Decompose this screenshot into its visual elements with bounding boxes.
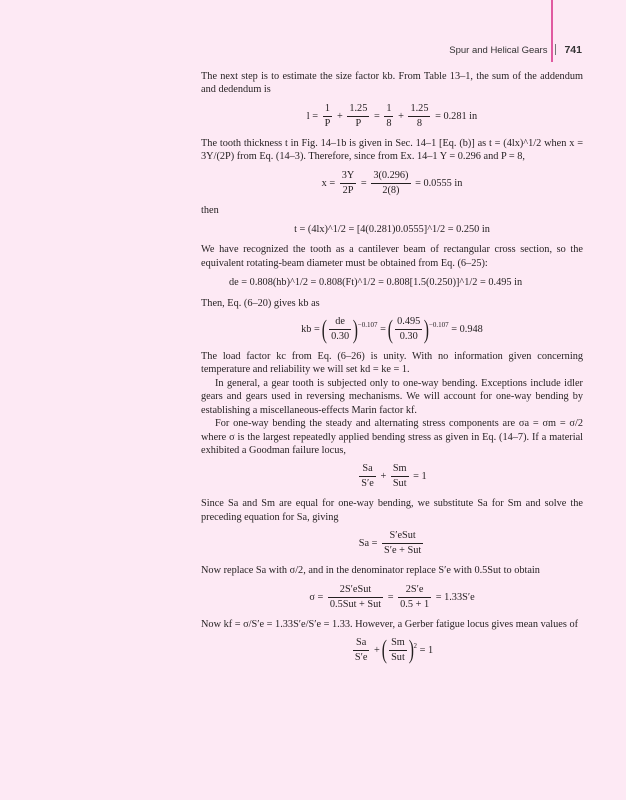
eq1-f3d: 8 xyxy=(386,117,392,129)
eq2-f2n: 3(0.296) xyxy=(371,170,410,184)
eq5-frac2 xyxy=(395,316,422,343)
eq1-frac2 xyxy=(347,103,369,130)
running-title: Spur and Helical Gears xyxy=(449,45,548,56)
eq8-f2n: 2S′e xyxy=(398,584,431,598)
eq8-f1n: 2S′eSut xyxy=(328,584,383,598)
eq5-f2d: 0.30 xyxy=(399,331,418,343)
eq6-f1d: S′e xyxy=(361,478,374,490)
paragraph-replace: Now replace Sa with σ/2, and in the denominator replace S′e with 0.5Sut to obtain xyxy=(201,565,540,577)
eq9-f1d: S′e xyxy=(354,651,368,663)
eq6-f2n: Sm xyxy=(391,463,409,477)
eq1-plus1: + xyxy=(336,110,343,122)
eq9-frac2 xyxy=(389,637,407,664)
eq5-lhs: kb = xyxy=(301,323,320,335)
eq5-frac1 xyxy=(329,316,351,343)
eq6-plus: + xyxy=(380,471,387,483)
paragraph-size-factor: The next step is to estimate the size factor kb. From Table 13–1, the sum of the addendum and dedendum is xyxy=(201,71,583,96)
eq2-f2d: 2(8) xyxy=(382,184,400,196)
paragraph-load-factor: The load factor kc from Eq. (6–26) is unity. With no information given concerning temperature and reliability we will set kd = ke = 1. xyxy=(201,351,583,376)
eq1-plus2: + xyxy=(398,110,404,122)
paragraph-tooth-thickness: The tooth thickness t in Fig. 14–1b is given in Sec. 14–1 [Eq. (b)] as t = (4lx)^1/2 when x = 3Y/(2P) from Eq. (14–3). Therefore, since from Ex. 14–1 Y = 0.296 and P = 8, xyxy=(201,137,583,163)
eq1-frac4 xyxy=(408,103,430,130)
eq6-f2d: Sut xyxy=(392,478,407,490)
equation-l xyxy=(201,103,583,130)
eq5-exp1: −0.107 xyxy=(357,320,378,329)
eq7-fd: S′e + Sut xyxy=(384,545,422,557)
eq6-result: = 1 xyxy=(413,471,427,483)
paragraph-substitute: Since Sa and Sm are equal for one-way bending, we substitute Sa for Sm and solve the preceding equation for Sa, giving xyxy=(201,498,583,523)
eq2-f1d: 2P xyxy=(342,184,354,196)
eq1-f2n: 1.25 xyxy=(347,103,369,117)
eq8-f1d: 0.5Sut + Sut xyxy=(329,598,382,610)
eq2-result: = 0.0555 in xyxy=(415,177,463,189)
eq8-frac1 xyxy=(328,584,383,611)
paragraph-stress-components: For one-way bending the steady and alternating stress components are σa = σm = σ/2 where σ is the largest repeatedly applied bending stress as given in Eq. (14–7). If a material exhibited a Goodman failure locus, xyxy=(201,418,583,456)
eq6-f1n: Sa xyxy=(359,463,376,477)
eq2-f1n: 3Y xyxy=(340,170,357,184)
paragraph-kb: Then, Eq. (6–20) gives kb as xyxy=(201,297,320,309)
page-number: 741 xyxy=(564,44,582,56)
eq6-frac2 xyxy=(391,463,409,490)
equation-x xyxy=(201,170,583,197)
eq8-result: = 1.33S′e xyxy=(435,591,475,603)
eq7-fn: S′eSut xyxy=(382,530,423,544)
eq1-result: = 0.281 in xyxy=(435,110,478,122)
eq5-f1n: de xyxy=(329,316,351,330)
eq2-lhs: x = xyxy=(321,177,336,189)
equation-kb: kb = ( $\frac{de}{0.30}$ )$^{-0.107}$ = ( $\frac{0.495}{0.30}$ )$^{-0.107}$ = 0.948 xyxy=(301,314,483,344)
eq7-lhs: Sa = xyxy=(358,537,378,549)
eq1-f3n: 1 xyxy=(384,103,393,117)
page-body xyxy=(201,70,583,671)
eq2-eq: = xyxy=(360,177,367,189)
header-separator xyxy=(555,44,556,55)
paragraph-gerber: Now kf = σ/S′e = 1.33S′e/S′e = 1.33. However, a Gerber fatigue locus gives mean values of xyxy=(201,618,579,630)
eq8-frac2 xyxy=(398,584,431,611)
eq1-lhs: l = xyxy=(306,110,319,122)
eq1-eq: = xyxy=(373,110,380,122)
eq1-f1d: P xyxy=(324,117,331,129)
eq1-f1n: 1 xyxy=(323,103,333,117)
eq9-exp: 2 xyxy=(413,641,417,650)
equation-sa xyxy=(201,530,583,557)
equation-gerber: $\frac{Sa}{S'e}$ + ( $\frac{Sm}{\text{Sut}}$ )$^2$ = 1 xyxy=(354,635,434,665)
eq9-frac1 xyxy=(353,637,370,664)
equation-goodman xyxy=(201,463,583,490)
equation-de: de = 0.808(hb)^1/2 = 0.808(Ft)^1/2 = 0.808[1.5(0.250)]^1/2 = 0.495 in xyxy=(229,277,523,289)
eq1-f4n: 1.25 xyxy=(408,103,430,117)
paragraph-one-way-bending: In general, a gear tooth is subjected only to one-way bending. Exceptions include idler gears and gears used in reversing mechanisms. We will account for one-way bending by establishing a miscellaneous-effects Marin factor kf. xyxy=(201,377,583,416)
running-header xyxy=(449,44,582,56)
eq6-frac1 xyxy=(359,463,376,490)
eq9-result: = 1 xyxy=(419,644,434,656)
eq9-plus: + xyxy=(374,644,380,656)
equation-sigma xyxy=(201,584,583,611)
eq5-f2n: 0.495 xyxy=(395,316,422,330)
eq2-frac2 xyxy=(371,170,410,197)
paragraph-then: then xyxy=(201,204,219,216)
eq5-result: = 0.948 xyxy=(451,323,483,335)
eq8-f2d: 0.5 + 1 xyxy=(400,598,430,610)
eq1-f4d: 8 xyxy=(416,117,423,129)
eq5-exp2: −0.107 xyxy=(428,320,449,329)
equation-t: t = (4lx)^1/2 = [4(0.281)0.0555]^1/2 = 0.250 in xyxy=(294,224,490,236)
eq5-eq: = xyxy=(380,323,386,335)
eq9-f1n: Sa xyxy=(353,637,370,651)
eq2-frac1 xyxy=(340,170,357,197)
eq9-f2d: Sut xyxy=(391,651,405,663)
eq1-f2d: P xyxy=(355,117,362,129)
paragraph-cantilever: We have recognized the tooth as a cantilever beam of rectangular cross section, so the equivalent rotating-beam diameter must be obtained from Eq. (6–25): xyxy=(201,244,583,269)
eq1-frac1 xyxy=(323,103,333,130)
eq5-f1d: 0.30 xyxy=(331,331,350,343)
eq9-f2n: Sm xyxy=(389,637,407,651)
eq1-frac3 xyxy=(384,103,393,130)
eq8-eq: = xyxy=(387,591,394,603)
eq8-lhs: σ = xyxy=(309,591,324,603)
eq7-frac xyxy=(382,530,423,557)
